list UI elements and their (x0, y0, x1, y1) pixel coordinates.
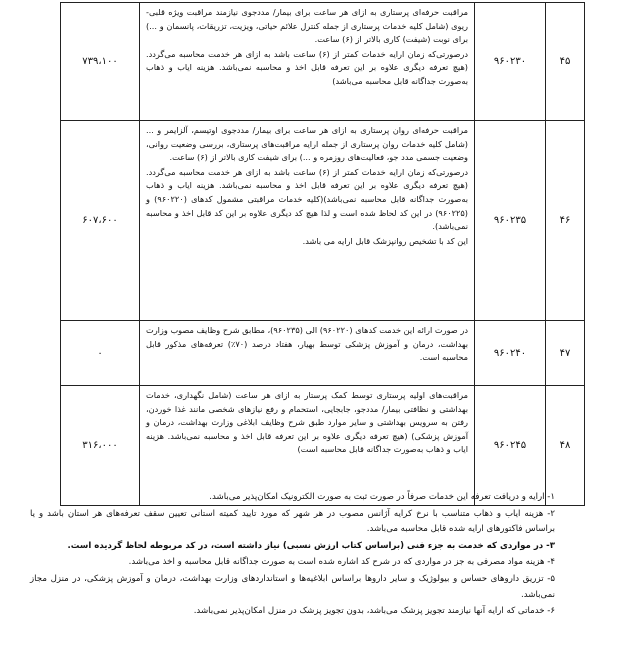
description-paragraph: درصورتی‌که زمان ارایه خدمات کمتر از (۶) ساعت باشد به ازای هر خدمت محاسبه می‌گردد. (هیچ تعرفه دیگری علاوه بر این تعرفه قابل اخذ و محاسبه نمی‌باشد. هزینه ایاب و ذهاب به‌صورت جداگانه قابل محاسبه نمی‌باشد)(کلیه خدمات مراقبتی مشمول کدهای (۹۶۰۲۲۰) و (۹۶۰۲۲۵) در این کد لحاظ شده است و لذا هیچ کد دیگری علاوه بر این کد قابل اخذ و محاسبه نمی‌باشد). (146, 166, 468, 232)
tariff-value: ۰ (61, 321, 140, 386)
table-row (61, 321, 585, 386)
service-description (140, 321, 475, 386)
note-item: ۵- تزریق داروهای حساس و بیولوژیک و سایر داروها براساس ابلاغیه‌ها و استانداردهای وزارت بهداشت، درمان و آموزش پزشکی، در منزل مجاز نمی‌باشد. (30, 573, 555, 600)
row-number: ۴۸ (546, 386, 585, 506)
description-paragraph: مراقبت حرفه‌ای روان پرستاری به ازای هر ساعت برای بیمار/ مددجوی اوتیسم، آلزایمر و ... (شامل کلیه خدمات روان پرستاری از جمله ارایه مراقبت‌های پرستاری، بررسی وضعیت روانی، وضعیت جسمی مدد جو، فعالیت‌های روزمره و ...) برای شیفت کاری بالاتر از (۶) ساعت. (146, 125, 468, 163)
table-row (61, 121, 585, 321)
service-code: ۹۶۰۲۳۵ (475, 121, 546, 321)
notes-list (30, 490, 555, 621)
table-row (61, 386, 585, 506)
tariff-value: ۷۳۹،۱۰۰ (61, 3, 140, 121)
service-description (140, 121, 475, 321)
note-item: ۴- هزینه مواد مصرفی به جز در مواردی که در شرح کد اشاره شده است به صورت جداگانه قابل محاسبه و اخذ می‌باشد. (128, 557, 555, 568)
note-item: ۱- ارایه و دریافت تعرفه این خدمات صرفاً در صورت ثبت به صورت الکترونیک امکان‌پذیر می‌باشد. (209, 492, 555, 502)
service-code: ۹۶۰۲۴۵ (475, 386, 546, 506)
tariff-table (60, 2, 585, 506)
note-item: ۲- هزینه ایاب و ذهاب متناسب با نرخ کرایه آژانس مصوب در هر شهر که مورد تایید کمیته استانی تعیین سقف تعرفه‌های هر استان باشد و یا براساس فاکتورهای ارایه شده قابل محاسبه می‌باشد. (30, 508, 555, 535)
description-paragraph: مراقبت حرفه‌ای پرستاری به ازای هر ساعت برای بیمار/ مددجوی نیازمند مراقبت ویژه قلبی-ریوی (شامل کلیه خدمات پرستاری از جمله کنترل علائم حیاتی، ویزیت، تزریقات، پانسمان و ...) برای نوبت (شیفت) کاری بالاتر از (۶) ساعت. (146, 7, 468, 45)
service-description (140, 386, 475, 506)
description-paragraph: این کد با تشخیص روانپزشک قابل ارایه می باشد. (302, 235, 468, 246)
description-paragraph: درصورتی‌که زمان ارایه خدمات کمتر از (۶) ساعت باشد به ازای هر خدمت محاسبه می‌گردد. (هیچ تعرفه دیگری علاوه بر این تعرفه قابل اخذ و محاسبه نمی‌باشد. هزینه ایاب و ذهاب به‌صورت جداگانه قابل محاسبه می‌باشد) (146, 48, 468, 86)
service-code: ۹۶۰۲۴۰ (475, 321, 546, 386)
description-paragraph: در صورت ارائه این خدمت کدهای (۹۶۰۲۲۰) الی (۹۶۰۲۳۵)، مطابق شرح وظایف مصوب وزارت بهداشت، درمان و آموزش پزشکی توسط بهیار، هفتاد درصد (۷۰٪) تعرفه‌های مذکور قابل محاسبه است. (146, 325, 468, 363)
description-paragraph: مراقبت‌های اولیه پرستاری توسط کمک پرستار به ازای هر ساعت (شامل نگهداری، خدمات بهداشتی و نظافتی بیمار/ مددجو، جابجایی، استحمام و رفع نیازهای شخصی مانند غذا خوردن، رفتن به سرویس بهداشتی و سایر موارد طبق شرح وظایف ابلاغی وزارت بهداشت، درمان و آموزش پزشکی) (هیچ تعرفه دیگری علاوه بر این تعرفه قابل اخذ و محاسبه نمی‌باشد. هزینه ایاب و ذهاب به‌صورت جداگانه قابل محاسبه است) (146, 390, 468, 455)
table-row (61, 3, 585, 121)
service-code: ۹۶۰۲۳۰ (475, 3, 546, 121)
service-description (140, 3, 475, 121)
row-number: ۴۵ (546, 3, 585, 121)
tariff-value: ۳۱۶،۰۰۰ (61, 386, 140, 506)
row-number: ۴۷ (546, 321, 585, 386)
row-number: ۴۶ (546, 121, 585, 321)
note-item: ۶- خدماتی که ارایه آنها نیازمند تجویز پزشک می‌باشد، بدون تجویز پزشک در منزل امکان‌پذیر نمی‌باشد. (193, 606, 555, 617)
note-item: ۳- در مواردی که خدمت به جزء فنی (براساس کتاب ارزش نسبی) نیاز داشته است، در کد مربوطه لحاظ گردیده است. (67, 540, 555, 551)
tariff-value: ۶۰۷،۶۰۰ (61, 121, 140, 321)
